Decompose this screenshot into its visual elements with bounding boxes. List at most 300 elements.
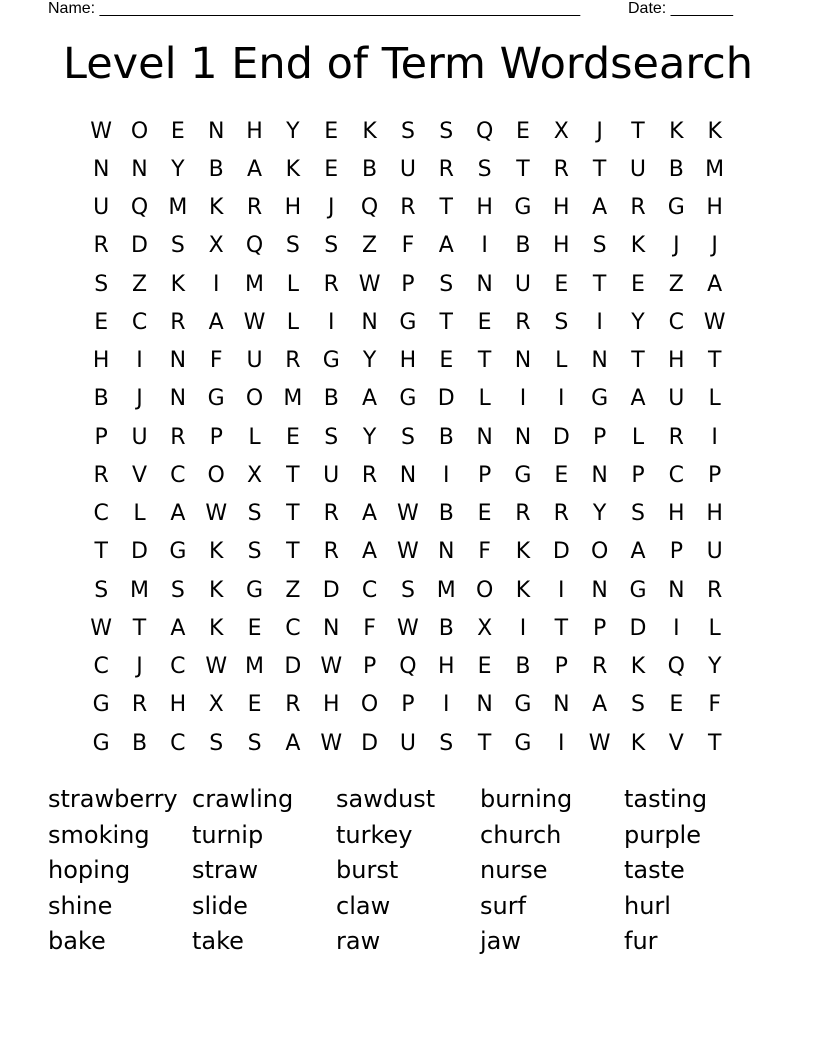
grid-letter: B — [438, 424, 454, 450]
grid-letter: B — [208, 156, 224, 182]
word-bank-item: take — [192, 927, 244, 955]
grid-letter: Q — [667, 654, 685, 680]
grid-letter: M — [168, 195, 188, 221]
grid-letter: A — [362, 539, 378, 565]
grid-letter: R — [323, 539, 339, 565]
grid-letter: A — [362, 386, 378, 412]
grid-letter: C — [131, 309, 148, 335]
grid-letter: R — [400, 195, 416, 221]
grid-row — [82, 495, 734, 533]
word-bank-item: crawling — [192, 785, 294, 813]
grid-row — [82, 112, 734, 150]
grid-row — [82, 686, 734, 724]
grid-letter: R — [591, 654, 608, 680]
grid-letter: N — [668, 577, 685, 603]
grid-letter: V — [668, 730, 684, 756]
grid-letter: T — [439, 309, 453, 335]
grid-letter: N — [323, 615, 340, 641]
grid-letter: Y — [592, 501, 607, 527]
grid-letter: I — [443, 462, 450, 488]
grid-letter: P — [708, 462, 722, 488]
date-field-line: Date: _______ — [628, 0, 733, 17]
grid-letter: E — [669, 692, 684, 718]
grid-letter: R — [515, 309, 531, 335]
grid-letter: C — [93, 501, 109, 527]
grid-letter: L — [708, 615, 721, 641]
grid-letter: D — [131, 233, 148, 259]
grid-letter: F — [708, 692, 721, 718]
grid-letter: F — [363, 615, 376, 641]
grid-letter: D — [284, 654, 302, 680]
grid-letter: E — [516, 118, 530, 144]
grid-row — [82, 609, 734, 647]
grid-letter: W — [205, 654, 228, 680]
grid-letter: A — [247, 156, 263, 182]
grid-letter: G — [591, 386, 609, 412]
grid-letter: F — [401, 233, 415, 259]
grid-letter: E — [247, 692, 262, 718]
grid-letter: M — [245, 654, 265, 680]
grid-letter: B — [131, 730, 148, 756]
grid-letter: A — [438, 233, 454, 259]
grid-letter: S — [439, 730, 454, 756]
grid-letter: K — [208, 615, 224, 641]
grid-letter: E — [554, 271, 569, 297]
grid-letter: R — [170, 309, 186, 335]
grid-letter: E — [94, 309, 109, 335]
grid-letter: T — [554, 615, 569, 641]
word-bank-item: hurl — [624, 891, 671, 920]
grid-letter: G — [246, 577, 264, 603]
grid-letter: X — [477, 615, 493, 641]
grid-letter: S — [324, 233, 339, 259]
grid-letter: T — [516, 156, 530, 182]
grid-letter: J — [136, 654, 143, 680]
word-bank-item: bake — [48, 927, 106, 955]
page-title: Level 1 End of Term Wordsearch — [63, 39, 753, 89]
grid-letter: E — [554, 462, 569, 488]
grid-letter: F — [478, 539, 491, 565]
grid-letter: B — [323, 386, 339, 412]
grid-letter: T — [631, 348, 645, 374]
grid-letter: A — [592, 195, 608, 221]
grid-letter: U — [514, 271, 531, 297]
grid-letter: S — [324, 424, 339, 450]
grid-letter: H — [92, 348, 110, 374]
grid-row — [82, 380, 734, 418]
grid-letter: M — [283, 386, 303, 412]
grid-letter: B — [362, 156, 378, 182]
grid-letter: T — [286, 462, 300, 488]
word-bank-item: raw — [336, 927, 381, 955]
grid-letter: O — [245, 386, 264, 412]
grid-letter: F — [209, 348, 223, 374]
grid-letter: P — [362, 654, 377, 680]
grid-letter: D — [552, 424, 570, 450]
grid-letter: R — [630, 195, 646, 221]
grid-letter: Y — [707, 654, 722, 680]
grid-letter: T — [132, 615, 147, 641]
grid-letter: L — [478, 386, 491, 412]
grid-letter: K — [208, 539, 224, 565]
grid-letter: G — [667, 195, 685, 221]
grid-letter: N — [514, 424, 532, 450]
grid-letter: S — [247, 501, 262, 527]
grid-letter: D — [361, 730, 379, 756]
grid-letter: B — [515, 654, 531, 680]
grid-letter: C — [668, 462, 685, 488]
grid-letter: E — [477, 501, 492, 527]
grid-letter: S — [170, 577, 185, 603]
grid-letter: P — [401, 271, 415, 297]
grid-row — [82, 571, 734, 609]
grid-letter: U — [246, 348, 263, 374]
grid-letter: C — [170, 654, 186, 680]
grid-letter: N — [361, 309, 378, 335]
grid-letter: T — [477, 730, 492, 756]
grid-row — [82, 456, 734, 494]
grid-letter: T — [477, 348, 492, 374]
grid-letter: S — [170, 233, 185, 259]
grid-letter: S — [285, 233, 300, 259]
grid-letter: R — [438, 156, 454, 182]
grid-letter: A — [285, 730, 301, 756]
grid-letter: N — [169, 386, 187, 412]
grid-row — [82, 418, 734, 456]
grid-letter: C — [170, 462, 186, 488]
grid-row — [82, 648, 734, 686]
grid-letter: R — [553, 156, 569, 182]
grid-letter: K — [630, 233, 646, 259]
grid-letter: N — [207, 118, 225, 144]
grid-letter: D — [552, 539, 570, 565]
grid-letter: N — [92, 156, 110, 182]
grid-letter: L — [286, 271, 300, 297]
grid-letter: D — [322, 577, 340, 603]
word-bank-item: jaw — [480, 927, 522, 955]
grid-letter: Z — [131, 271, 148, 297]
grid-letter: A — [362, 501, 378, 527]
grid-row — [82, 227, 734, 265]
grid-letter: K — [515, 539, 531, 565]
grid-letter: U — [399, 156, 416, 182]
grid-letter: K — [285, 156, 301, 182]
grid-letter: J — [327, 195, 335, 221]
word-bank-item: church — [480, 820, 562, 849]
grid-letter: W — [205, 501, 228, 527]
word-bank-item: surf — [480, 891, 527, 920]
grid-letter: N — [514, 348, 532, 374]
grid-letter: U — [93, 195, 110, 221]
grid-letter: B — [668, 156, 684, 182]
grid-letter: A — [170, 615, 186, 641]
grid-letter: H — [437, 654, 455, 680]
grid-letter: L — [133, 501, 146, 527]
grid-letter: Q — [399, 654, 417, 680]
grid-letter: R — [285, 348, 301, 374]
grid-letter: K — [630, 654, 646, 680]
grid-letter: I — [136, 348, 143, 374]
grid-letter: J — [673, 233, 680, 259]
grid-letter: H — [668, 501, 685, 527]
grid-letter: N — [169, 348, 187, 374]
grid-letter: I — [212, 271, 220, 297]
grid-letter: G — [514, 195, 532, 221]
grid-letter: U — [668, 386, 685, 412]
grid-letter: I — [519, 615, 527, 641]
word-bank-item: burning — [480, 785, 573, 813]
word-bank-item: shine — [48, 891, 113, 920]
grid-letter: X — [553, 118, 569, 144]
grid-letter: I — [481, 233, 488, 259]
grid-letter: T — [631, 118, 645, 144]
word-bank-item: burst — [336, 856, 399, 884]
grid-letter: J — [136, 386, 143, 412]
grid-row — [82, 189, 734, 227]
grid-letter: E — [477, 654, 492, 680]
grid-letter: R — [285, 692, 301, 718]
grid-letter: N — [553, 692, 570, 718]
grid-letter: H — [668, 348, 685, 374]
grid-letter: E — [439, 348, 454, 374]
grid-row — [82, 342, 734, 380]
grid-letter: O — [475, 577, 494, 603]
grid-letter: W — [703, 309, 726, 335]
grid-letter: Q — [245, 233, 264, 259]
grid-letter: W — [397, 539, 419, 565]
grid-letter: O — [207, 462, 225, 488]
grid-letter: N — [591, 577, 608, 603]
grid-letter: S — [94, 577, 109, 603]
grid-letter: K — [208, 195, 224, 221]
grid-letter: A — [170, 501, 186, 527]
grid-letter: Q — [360, 195, 379, 221]
grid-letter: N — [476, 271, 493, 297]
letter-grid — [82, 112, 734, 762]
word-bank-item: turkey — [336, 820, 413, 849]
word-bank-item: nurse — [480, 856, 548, 884]
grid-letter: H — [706, 195, 723, 221]
grid-row — [82, 724, 734, 762]
grid-row — [82, 265, 734, 303]
grid-letter: S — [631, 501, 645, 527]
grid-letter: N — [131, 156, 148, 182]
grid-letter: S — [592, 233, 607, 259]
grid-letter: K — [362, 118, 377, 144]
grid-letter: E — [170, 118, 185, 144]
grid-letter: P — [209, 424, 223, 450]
grid-letter: T — [707, 730, 722, 756]
grid-letter: R — [131, 692, 148, 718]
grid-letter: S — [631, 692, 645, 718]
grid-letter: I — [327, 309, 335, 335]
grid-letter: K — [515, 577, 531, 603]
grid-letter: L — [555, 348, 568, 374]
grid-letter: S — [94, 271, 109, 297]
grid-letter: D — [629, 615, 647, 641]
word-bank — [48, 782, 788, 960]
grid-letter: G — [514, 730, 532, 756]
grid-letter: J — [596, 118, 603, 144]
grid-letter: Q — [475, 118, 494, 144]
grid-letter: P — [554, 654, 568, 680]
grid-letter: S — [439, 271, 454, 297]
grid-letter: D — [437, 386, 455, 412]
grid-letter: H — [169, 692, 187, 718]
grid-letter: N — [591, 348, 608, 374]
grid-letter: E — [285, 424, 300, 450]
grid-letter: H — [706, 501, 723, 527]
grid-letter: K — [669, 118, 684, 144]
grid-letter: Y — [171, 156, 185, 182]
grid-letter: D — [131, 539, 148, 565]
grid-letter: L — [286, 309, 300, 335]
grid-letter: N — [591, 462, 608, 488]
grid-letter: G — [207, 386, 225, 412]
grid-letter: U — [706, 539, 723, 565]
grid-letter: C — [361, 577, 378, 603]
grid-letter: R — [93, 233, 109, 259]
grid-letter: R — [668, 424, 684, 450]
grid-letter: T — [592, 271, 607, 297]
grid-letter: P — [593, 615, 607, 641]
grid-letter: C — [285, 615, 301, 641]
word-bank-item: turnip — [192, 820, 264, 849]
grid-letter: K — [208, 577, 224, 603]
grid-letter: H — [553, 195, 570, 221]
grid-letter: I — [519, 386, 527, 412]
grid-letter: B — [438, 615, 454, 641]
grid-letter: G — [399, 386, 417, 412]
grid-letter: G — [322, 348, 340, 374]
grid-letter: P — [401, 692, 415, 718]
grid-letter: A — [630, 539, 646, 565]
grid-letter: B — [438, 501, 454, 527]
grid-letter: R — [323, 501, 339, 527]
grid-letter: E — [477, 309, 492, 335]
grid-letter: S — [400, 424, 415, 450]
grid-letter: Z — [285, 577, 301, 603]
grid-letter: W — [90, 615, 113, 641]
grid-letter: E — [631, 271, 645, 297]
word-bank-item: fur — [624, 927, 658, 955]
grid-letter: M — [245, 271, 265, 297]
grid-letter: K — [630, 730, 646, 756]
grid-letter: B — [93, 386, 109, 412]
grid-letter: K — [170, 271, 186, 297]
grid-letter: S — [554, 309, 569, 335]
word-bank-item: hoping — [48, 856, 131, 884]
name-field-line: Name: ______________________________________________________ — [48, 0, 581, 17]
grid-letter: R — [361, 462, 378, 488]
grid-letter: S — [477, 156, 492, 182]
word-bank-item: purple — [624, 820, 701, 849]
grid-letter: A — [707, 271, 723, 297]
grid-letter: E — [324, 156, 339, 182]
word-bank-item: smoking — [48, 820, 150, 849]
grid-letter: W — [397, 615, 419, 641]
grid-letter: I — [596, 309, 603, 335]
grid-letter: M — [705, 156, 725, 182]
grid-letter: O — [130, 118, 149, 144]
grid-letter: X — [208, 692, 224, 718]
grid-letter: G — [514, 462, 532, 488]
word-bank-item: slide — [192, 891, 248, 920]
grid-letter: C — [170, 730, 186, 756]
grid-letter: W — [320, 654, 343, 680]
grid-letter: H — [399, 348, 417, 374]
grid-letter: T — [286, 539, 300, 565]
grid-letter: R — [707, 577, 723, 603]
grid-letter: P — [94, 424, 108, 450]
grid-letter: L — [708, 386, 721, 412]
grid-letter: G — [92, 730, 110, 756]
grid-letter: W — [588, 730, 611, 756]
grid-row — [82, 303, 734, 341]
grid-letter: Z — [668, 271, 684, 297]
grid-letter: U — [131, 424, 148, 450]
grid-letter: U — [629, 156, 647, 182]
grid-letter: G — [92, 692, 110, 718]
grid-letter: W — [320, 730, 343, 756]
grid-letter: Y — [631, 309, 645, 335]
grid-letter: B — [515, 233, 531, 259]
grid-letter: I — [673, 615, 680, 641]
grid-letter: U — [399, 730, 416, 756]
grid-letter: T — [592, 156, 607, 182]
grid-letter: T — [439, 195, 453, 221]
grid-letter: A — [592, 692, 608, 718]
grid-letter: R — [170, 424, 186, 450]
grid-letter: S — [209, 730, 224, 756]
word-bank-item: tasting — [624, 785, 708, 813]
grid-letter: P — [631, 462, 645, 488]
grid-row — [82, 150, 734, 188]
grid-letter: X — [208, 233, 224, 259]
grid-letter: H — [322, 692, 340, 718]
grid-letter: I — [558, 577, 565, 603]
grid-letter: R — [246, 195, 263, 221]
grid-letter: U — [323, 462, 340, 488]
grid-letter: I — [558, 386, 565, 412]
grid-letter: H — [284, 195, 302, 221]
grid-letter: R — [553, 501, 569, 527]
grid-letter: S — [400, 577, 415, 603]
grid-letter: S — [247, 539, 262, 565]
grid-letter: H — [553, 233, 570, 259]
grid-letter: J — [711, 233, 718, 259]
grid-letter: P — [477, 462, 492, 488]
grid-letter: A — [208, 309, 224, 335]
grid-letter: G — [629, 577, 647, 603]
grid-letter: C — [93, 654, 109, 680]
grid-letter: N — [476, 424, 493, 450]
word-bank-item: strawberry — [48, 785, 178, 813]
grid-letter: P — [669, 539, 683, 565]
grid-letter: S — [400, 118, 415, 144]
grid-row — [82, 533, 734, 571]
grid-letter: O — [360, 692, 379, 718]
grid-letter: W — [397, 501, 419, 527]
grid-letter: G — [399, 309, 417, 335]
grid-letter: R — [93, 462, 109, 488]
grid-letter: E — [247, 615, 262, 641]
grid-letter: S — [439, 118, 454, 144]
grid-letter: Y — [362, 424, 377, 450]
grid-letter: G — [169, 539, 187, 565]
grid-letter: N — [438, 539, 455, 565]
grid-letter: T — [94, 539, 108, 565]
